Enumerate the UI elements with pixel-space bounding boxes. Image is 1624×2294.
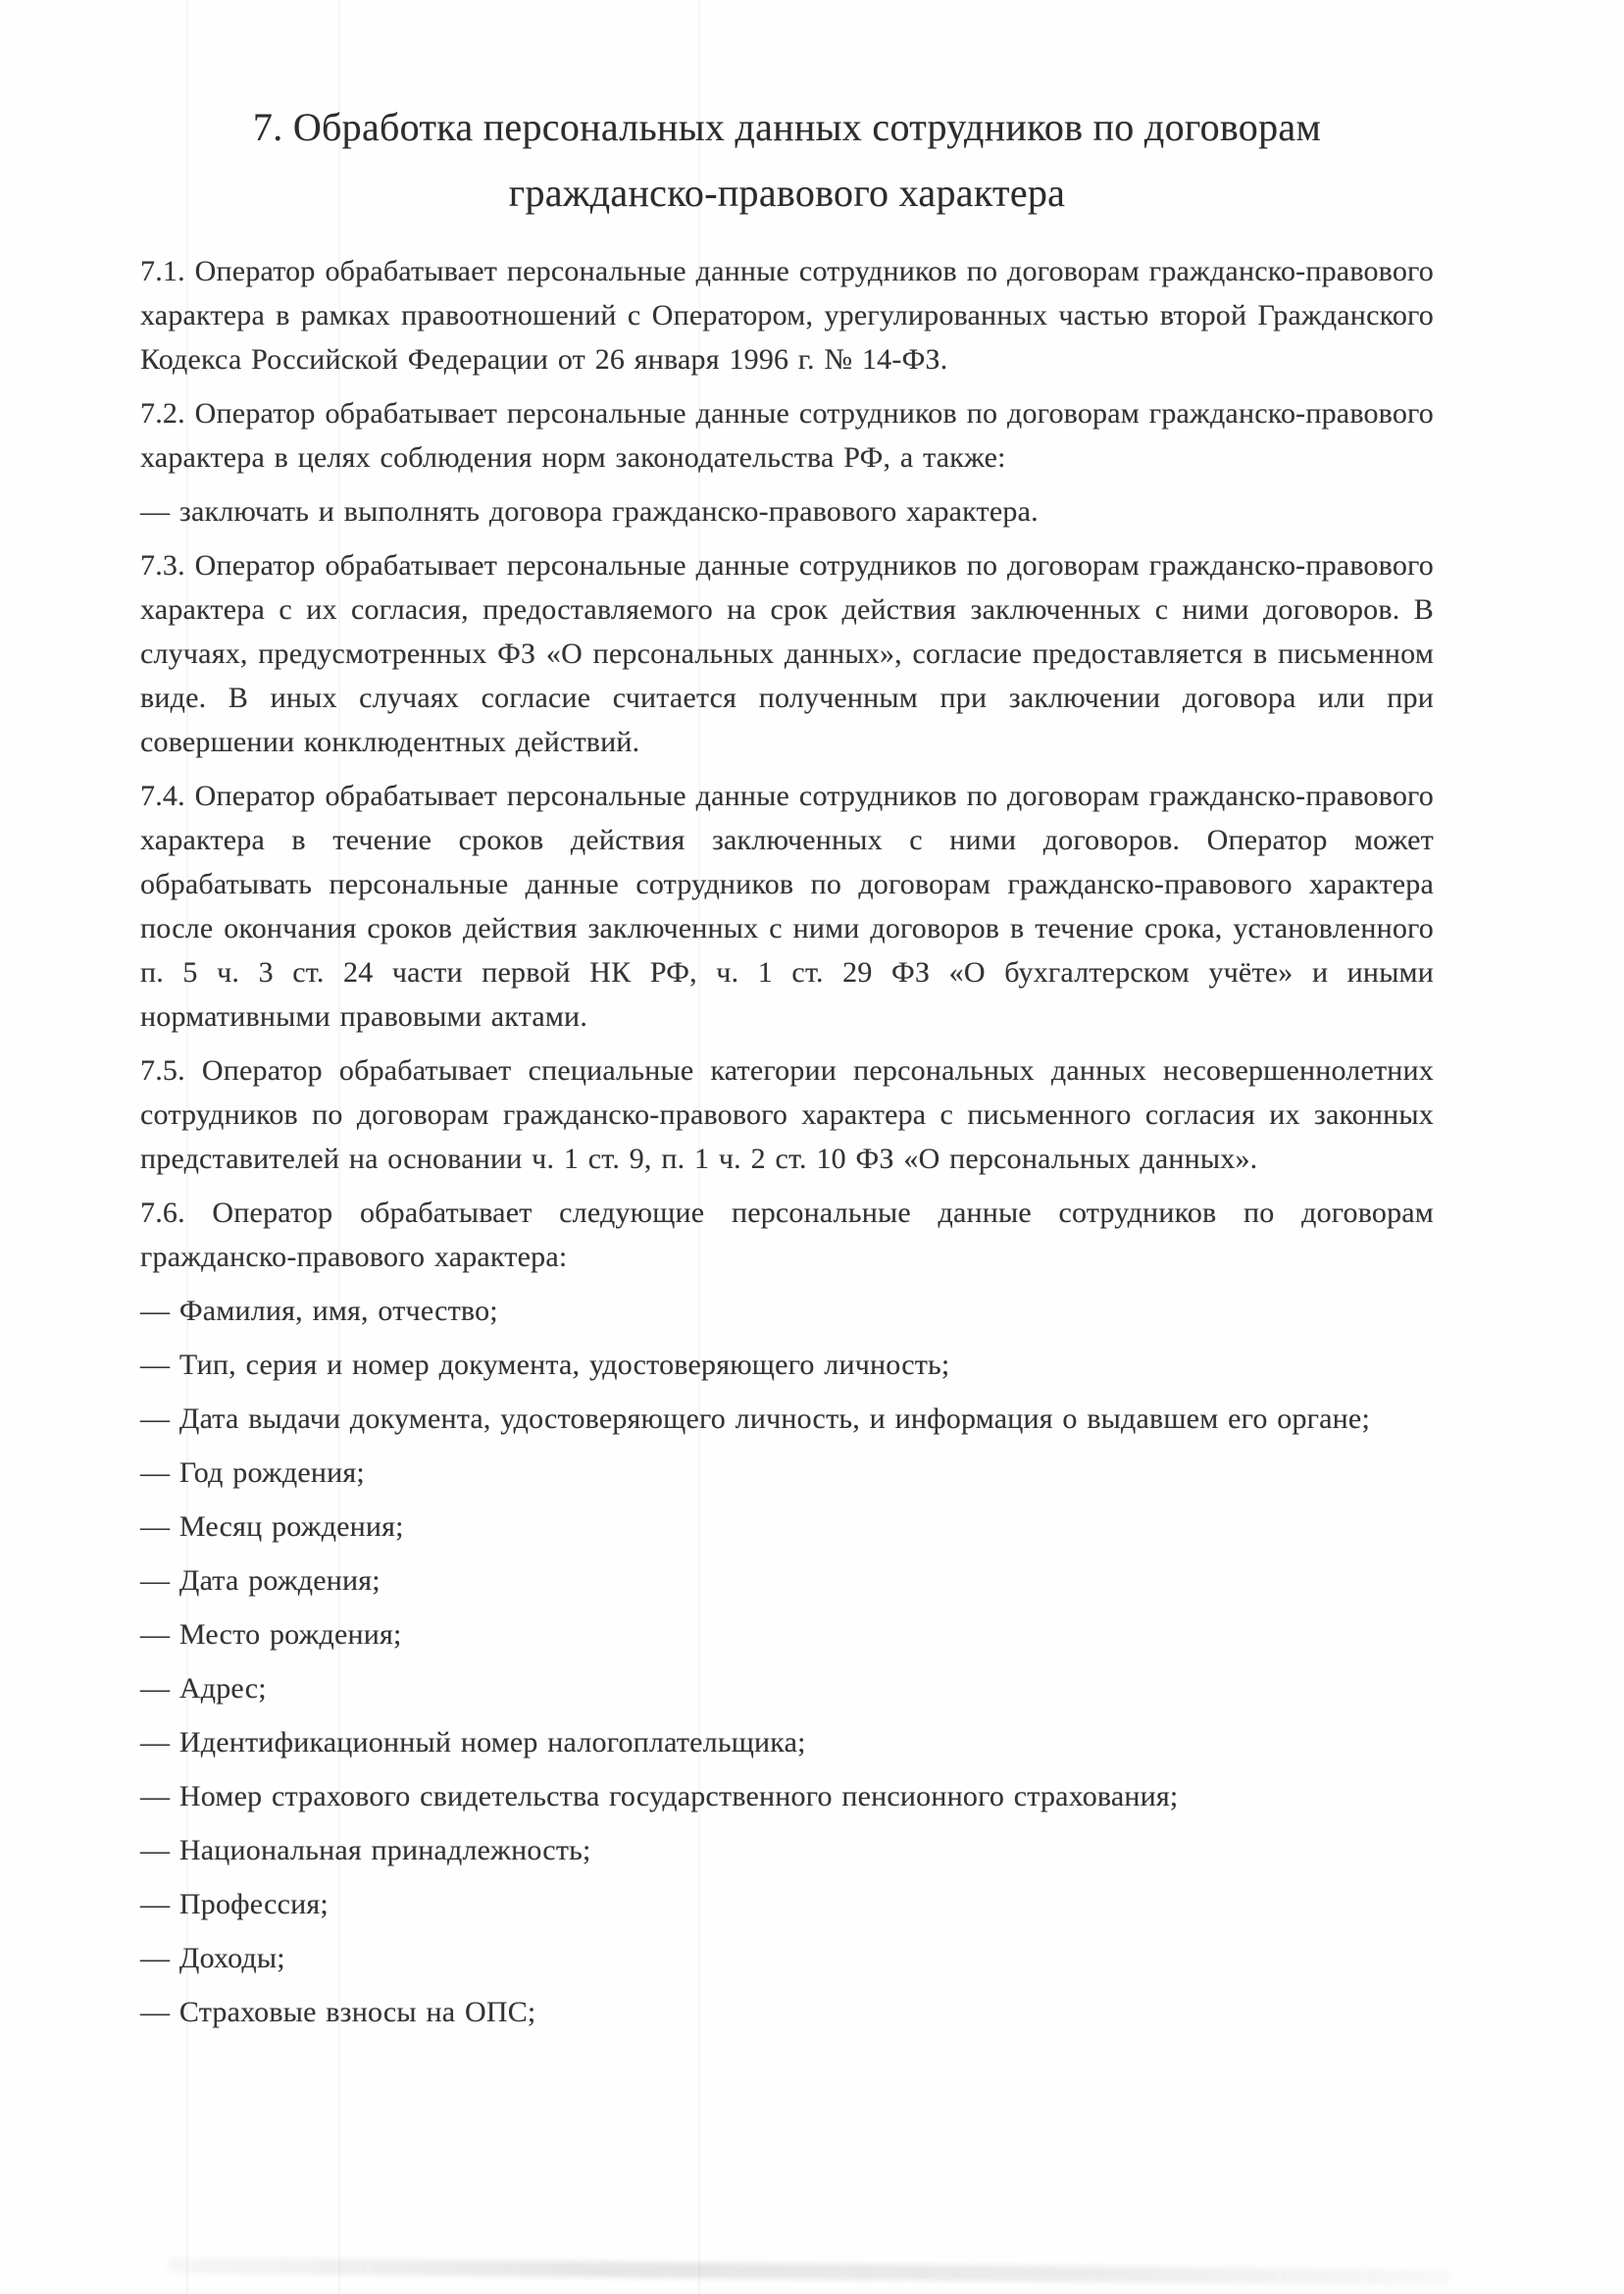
list-item-nationality: — Национальная принадлежность; (140, 1834, 591, 1866)
paragraph-7-4: 7.4. Оператор обрабатывает персональные данные сотрудников по договорам гражданско-правового характера в течение сроков действия заключенных с ними договоров. Оператор может обрабатывать персональные данные сотрудников по договорам гражданско-правового характера после окончания сроков действия заключенных с ними договоров в течение срока, установленного п. 5 ч. 3 ст. 24 части первой НК РФ, ч. 1 ст. 29 ФЗ «О бухгалтерском учёте» и иными нормативными правовыми актами. (140, 780, 1434, 1033)
document-content (140, 94, 1434, 2044)
paragraph-7-6: 7.6. Оператор обрабатывает следующие персональные данные сотрудников по договорам гражданско-правового характера: (140, 1197, 1434, 1273)
list-item-id-issue-info: — Дата выдачи документа, удостоверяющего личность, и информация о выдавшем его органе; (140, 1402, 1370, 1435)
paragraph-7-2: 7.2. Оператор обрабатывает персональные данные сотрудников по договорам гражданско-правового характера в целях соблюдения норм законодательства РФ, а также: (140, 397, 1434, 474)
section-heading (140, 94, 1434, 226)
list-item-id-document: — Тип, серия и номер документа, удостоверяющего личность; (140, 1349, 950, 1381)
paragraph-7-1: 7.1. Оператор обрабатывает персональные данные сотрудников по договорам гражданско-правового характера в рамках правоотношений с Оператором, урегулированных частью второй Гражданского Кодекса Российской Федерации от 26 января 1996 г. № 14-ФЗ. (140, 255, 1434, 376)
paragraph-7-3: 7.3. Оператор обрабатывает персональные данные сотрудников по договорам гражданско-правового характера с их согласия, предоставляемого на срок действия заключенных с ними договоров. В случаях, предусмотренных ФЗ «О персональных данных», согласие предоставляется в письменном виде. В иных случаях согласие считается полученным при заключении договора или при совершении конклюдентных действий. (140, 549, 1434, 758)
list-item-ops-contributions: — Страховые взносы на ОПС; (140, 1996, 536, 2028)
list-item-address: — Адрес; (140, 1672, 267, 1705)
list-item-full-name: — Фамилия, имя, отчество; (140, 1295, 498, 1327)
paragraph-7-5: 7.5. Оператор обрабатывает специальные категории персональных данных несовершеннолетних сотрудников по договорам гражданско-правового характера с письменного согласия их законных представителей на основании ч. 1 ст. 9, п. 1 ч. 2 ст. 10 ФЗ «О персональных данных». (140, 1054, 1434, 1175)
list-item-taxpayer-number: — Идентификационный номер налогоплательщика; (140, 1726, 806, 1759)
list-item-purpose-contracts: — заключать и выполнять договора гражданско-правового характера. (140, 495, 1039, 528)
section-heading-line-1: 7. Обработка персональных данных сотрудников по договорам (252, 105, 1322, 149)
list-item-birth-month: — Месяц рождения; (140, 1510, 404, 1543)
list-item-income: — Доходы; (140, 1942, 285, 1974)
list-item-birth-place: — Место рождения; (140, 1618, 402, 1651)
list-item-pension-insurance-number: — Номер страхового свидетельства государственного пенсионного страхования; (140, 1780, 1179, 1812)
list-item-profession: — Профессия; (140, 1888, 329, 1920)
list-item-birth-date: — Дата рождения; (140, 1564, 381, 1597)
list-item-birth-year: — Год рождения; (140, 1456, 365, 1489)
scan-bottom-shadow (167, 2258, 1451, 2286)
section-heading-line-2: гражданско-правового характера (508, 171, 1066, 215)
